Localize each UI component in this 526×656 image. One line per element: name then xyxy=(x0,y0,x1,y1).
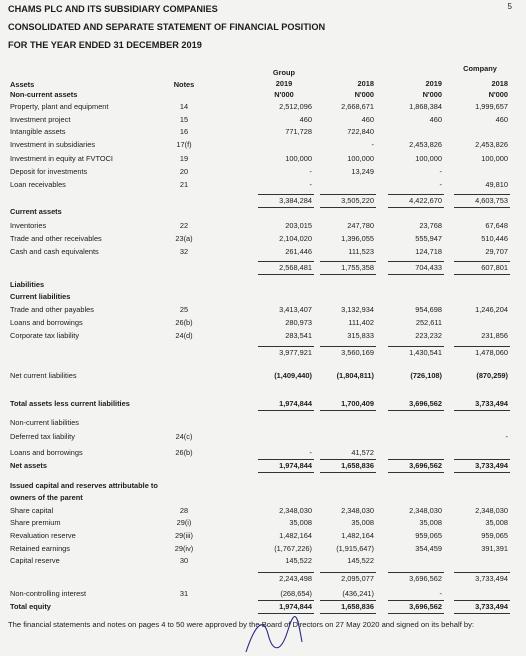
value-cell: 3,696,562 xyxy=(409,399,442,408)
subtotal-rule xyxy=(388,346,444,347)
approval-note: The financial statements and notes on pages 4 to 50 were approved by the Board of Directors on 27 May 2020 and signed on its behalf by: xyxy=(8,620,475,629)
value-cell: 2,568,481 xyxy=(279,263,312,272)
row-label: Non-current liabilities xyxy=(10,418,80,427)
row-note-ref: 25 xyxy=(179,305,189,314)
year-col-2: 2018 xyxy=(357,79,374,88)
value-cell: 203,015 xyxy=(285,221,312,230)
total-rule xyxy=(454,410,510,411)
value-cell: 1,974,844 xyxy=(279,461,312,470)
row-label: Intangible assets xyxy=(10,127,66,136)
row-note-ref: 15 xyxy=(179,115,189,124)
page-number: 5 xyxy=(507,2,512,11)
row-label: Corporate tax liability xyxy=(10,331,80,340)
subtotal-rule xyxy=(320,194,376,195)
value-cell: - xyxy=(439,180,442,189)
value-cell: 2,348,030 xyxy=(409,506,442,515)
value-cell: 223,232 xyxy=(415,331,442,340)
total-rule xyxy=(258,472,314,473)
value-cell: 35,008 xyxy=(289,518,312,527)
statement-title: CONSOLIDATED AND SEPARATE STATEMENT OF FINANCIAL POSITION xyxy=(8,22,326,32)
row-label: Current assets xyxy=(10,207,62,216)
row-note-ref: 23(a) xyxy=(175,234,193,243)
value-cell: 722,840 xyxy=(347,127,374,136)
row-note-ref: 28 xyxy=(179,506,189,515)
row-note-ref: 29(i) xyxy=(176,518,192,527)
value-cell: - xyxy=(505,432,508,441)
row-label: Trade and other payables xyxy=(10,305,94,314)
value-cell: (1,409,440) xyxy=(274,371,312,380)
total-rule xyxy=(320,613,376,614)
value-cell: 2,243,498 xyxy=(279,574,312,583)
total-rule xyxy=(388,274,444,275)
value-cell: 231,856 xyxy=(481,331,508,340)
value-cell: 391,391 xyxy=(481,544,508,553)
total-rule xyxy=(388,410,444,411)
value-cell: - xyxy=(309,448,312,457)
row-note-ref: 20 xyxy=(179,167,189,176)
row-note-ref: 14 xyxy=(179,102,189,111)
signature-mark xyxy=(238,612,308,656)
value-cell: 35,008 xyxy=(419,518,442,527)
row-label: Loans and borrowings xyxy=(10,448,83,457)
row-note-ref: 17(f) xyxy=(176,140,192,149)
row-label: Share premium xyxy=(10,518,61,527)
value-cell: 2,095,077 xyxy=(341,574,374,583)
subtotal-rule xyxy=(454,459,510,460)
value-cell: 280,973 xyxy=(285,318,312,327)
total-rule xyxy=(454,472,510,473)
subtotal-rule xyxy=(258,572,314,573)
value-cell: 2,453,826 xyxy=(409,140,442,149)
unit-col-1: N'000 xyxy=(274,90,294,99)
row-label: Net assets xyxy=(10,461,47,470)
value-cell: 100,000 xyxy=(347,154,374,163)
subtotal-rule xyxy=(258,194,314,195)
row-note-ref: 16 xyxy=(179,127,189,136)
value-cell: 29,707 xyxy=(485,247,508,256)
value-cell: 2,104,020 xyxy=(279,234,312,243)
value-cell: - xyxy=(309,167,312,176)
value-cell: 3,696,562 xyxy=(409,461,442,470)
total-rule xyxy=(454,274,510,275)
value-cell: 111,523 xyxy=(348,247,374,256)
row-label: Non-controlling interest xyxy=(10,589,86,598)
value-cell: 2,512,096 xyxy=(279,102,312,111)
value-cell: 460 xyxy=(495,115,508,124)
value-cell: 2,348,030 xyxy=(341,506,374,515)
subtotal-rule xyxy=(454,194,510,195)
value-cell: 555,947 xyxy=(415,234,442,243)
value-cell: 100,000 xyxy=(481,154,508,163)
value-cell: 2,348,030 xyxy=(279,506,312,515)
row-note-ref: 31 xyxy=(179,589,189,598)
row-label: Total assets less current liabilities xyxy=(10,399,130,408)
row-note-ref: 22 xyxy=(179,221,189,230)
total-rule xyxy=(258,207,314,208)
subtotal-rule xyxy=(454,261,510,262)
value-cell: - xyxy=(439,589,442,598)
row-note-ref: 30 xyxy=(179,556,189,565)
value-cell: 145,522 xyxy=(347,556,374,565)
value-cell: 1,999,657 xyxy=(475,102,508,111)
value-cell: 1,478,060 xyxy=(475,348,508,357)
subtotal-rule xyxy=(388,600,444,601)
value-cell: 959,065 xyxy=(415,531,442,540)
row-label: Loans and borrowings xyxy=(10,318,83,327)
value-cell: 460 xyxy=(299,115,312,124)
value-cell: 460 xyxy=(429,115,442,124)
company-heading: Company xyxy=(463,64,497,73)
row-label: Cash and cash equivalents xyxy=(10,247,99,256)
value-cell: 1,658,836 xyxy=(341,461,374,470)
value-cell: 1,396,055 xyxy=(341,234,374,243)
value-cell: 2,668,671 xyxy=(341,102,374,111)
subtotal-rule xyxy=(454,572,510,573)
row-label: Loan receivables xyxy=(10,180,66,189)
subtotal-rule xyxy=(320,459,376,460)
subtotal-rule xyxy=(454,600,510,601)
row-label: Investment in subsidiaries xyxy=(10,140,96,149)
value-cell: 67,648 xyxy=(485,221,508,230)
value-cell: 35,008 xyxy=(485,518,508,527)
value-cell: 3,696,562 xyxy=(409,574,442,583)
value-cell: (1,767,226) xyxy=(274,544,312,553)
unit-col-3: N'000 xyxy=(422,90,442,99)
year-col-1: 2019 xyxy=(275,79,293,88)
total-rule xyxy=(388,472,444,473)
value-cell: 954,698 xyxy=(415,305,442,314)
value-cell: 460 xyxy=(361,115,374,124)
value-cell: 1,482,164 xyxy=(341,531,374,540)
value-cell: 959,065 xyxy=(481,531,508,540)
value-cell: 354,459 xyxy=(415,544,442,553)
value-cell: 247,780 xyxy=(347,221,374,230)
value-cell: 1,974,844 xyxy=(279,602,312,611)
row-label: Share capital xyxy=(10,506,54,515)
value-cell: 607,801 xyxy=(481,263,508,272)
value-cell: 49,810 xyxy=(485,180,508,189)
row-label: Inventories xyxy=(10,221,47,230)
total-rule xyxy=(454,207,510,208)
value-cell: 3,560,169 xyxy=(341,348,374,357)
value-cell: 510,446 xyxy=(481,234,508,243)
total-rule xyxy=(454,613,510,614)
value-cell: (268,654) xyxy=(280,589,312,598)
row-label: Investment in equity at FVTOCI xyxy=(10,154,113,163)
total-rule xyxy=(320,207,376,208)
subtotal-rule xyxy=(388,261,444,262)
row-label: Non-current assets xyxy=(10,90,78,99)
row-label: Deferred tax liability xyxy=(10,432,75,441)
value-cell: 4,603,753 xyxy=(475,196,508,205)
total-rule xyxy=(320,472,376,473)
row-label: Deposit for investments xyxy=(10,167,88,176)
row-label: Net current liabilities xyxy=(10,371,77,380)
value-cell: (870,259) xyxy=(476,371,508,380)
value-cell: 3,413,407 xyxy=(279,305,312,314)
row-label: Trade and other receivables xyxy=(10,234,102,243)
subtotal-rule xyxy=(388,459,444,460)
row-label: Revaluation reserve xyxy=(10,531,76,540)
value-cell: 111,402 xyxy=(348,318,374,327)
subtotal-rule xyxy=(258,600,314,601)
row-label: Assets xyxy=(10,80,35,89)
value-cell: 3,132,934 xyxy=(341,305,374,314)
value-cell: 2,348,030 xyxy=(475,506,508,515)
value-cell: (1,804,811) xyxy=(336,371,374,380)
total-rule xyxy=(388,207,444,208)
value-cell: 3,505,220 xyxy=(341,196,374,205)
value-cell: 124,718 xyxy=(415,247,442,256)
subtotal-rule xyxy=(320,600,376,601)
value-cell: 1,658,836 xyxy=(341,602,374,611)
row-note-ref: 21 xyxy=(179,180,189,189)
row-label: Capital reserve xyxy=(10,556,60,565)
row-note-ref: 26(b) xyxy=(175,318,193,327)
subtotal-rule xyxy=(388,572,444,573)
subtotal-rule xyxy=(388,194,444,195)
value-cell: 100,000 xyxy=(415,154,442,163)
value-cell: 3,733,494 xyxy=(475,602,508,611)
value-cell: - xyxy=(439,167,442,176)
value-cell: 145,522 xyxy=(285,556,312,565)
total-rule xyxy=(320,274,376,275)
value-cell: 23,768 xyxy=(419,221,442,230)
value-cell: 100,000 xyxy=(285,154,312,163)
value-cell: 35,008 xyxy=(351,518,374,527)
row-label: Total equity xyxy=(10,602,51,611)
value-cell: - xyxy=(371,140,374,149)
value-cell: 1,868,384 xyxy=(409,102,442,111)
subtotal-rule xyxy=(320,261,376,262)
value-cell: 704,433 xyxy=(415,263,442,272)
value-cell: (1,915,647) xyxy=(336,544,374,553)
value-cell: 252,611 xyxy=(415,318,442,327)
value-cell: 4,422,670 xyxy=(409,196,442,205)
unit-col-4: N'000 xyxy=(488,90,508,99)
value-cell: (436,241) xyxy=(342,589,374,598)
row-note-ref: 24(d) xyxy=(175,331,193,340)
value-cell: (726,108) xyxy=(410,371,442,380)
value-cell: 3,733,494 xyxy=(475,574,508,583)
year-col-3: 2019 xyxy=(425,79,442,88)
row-label: owners of the parent xyxy=(10,493,83,502)
value-cell: 1,755,358 xyxy=(341,263,374,272)
row-note-ref: 32 xyxy=(179,247,189,256)
subtotal-rule xyxy=(320,346,376,347)
row-label: Current liabilities xyxy=(10,292,71,301)
value-cell: 1,974,844 xyxy=(279,399,312,408)
subtotal-rule xyxy=(258,261,314,262)
value-cell: 283,541 xyxy=(285,331,312,340)
value-cell: 3,733,494 xyxy=(475,399,508,408)
row-label: Retained earnings xyxy=(10,544,70,553)
row-label: Investment project xyxy=(10,115,71,124)
subtotal-rule xyxy=(320,572,376,573)
row-label: Property, plant and equipment xyxy=(10,102,109,111)
row-note-ref: 19 xyxy=(179,154,189,163)
value-cell: 41,572 xyxy=(351,448,374,457)
value-cell: 3,977,921 xyxy=(279,348,312,357)
value-cell: 3,696,562 xyxy=(409,602,442,611)
notes-heading: Notes xyxy=(173,80,195,89)
group-heading: Group xyxy=(272,68,296,77)
subtotal-rule xyxy=(258,459,314,460)
total-rule xyxy=(258,410,314,411)
value-cell: - xyxy=(309,180,312,189)
row-note-ref: 29(iii) xyxy=(174,531,194,540)
year-col-4: 2018 xyxy=(491,79,508,88)
period-title: FOR THE YEAR ENDED 31 DECEMBER 2019 xyxy=(8,40,202,50)
value-cell: 1,246,204 xyxy=(475,305,508,314)
value-cell: 3,384,284 xyxy=(279,196,312,205)
total-rule xyxy=(258,274,314,275)
row-label: Issued capital and reserves attributable to xyxy=(10,481,158,490)
row-note-ref: 24(c) xyxy=(175,432,193,441)
value-cell: 1,430,541 xyxy=(409,348,442,357)
subtotal-rule xyxy=(258,346,314,347)
value-cell: 2,453,826 xyxy=(475,140,508,149)
value-cell: 1,482,164 xyxy=(279,531,312,540)
value-cell: 315,833 xyxy=(347,331,374,340)
total-rule xyxy=(388,613,444,614)
subtotal-rule xyxy=(454,346,510,347)
row-label: Liabilities xyxy=(10,280,45,289)
total-rule xyxy=(320,410,376,411)
unit-col-2: N'000 xyxy=(354,90,374,99)
value-cell: 261,446 xyxy=(285,247,312,256)
row-note-ref: 26(b) xyxy=(175,448,193,457)
value-cell: 3,733,494 xyxy=(475,461,508,470)
value-cell: 1,700,409 xyxy=(341,399,374,408)
value-cell: 771,728 xyxy=(285,127,312,136)
company-title: CHAMS PLC AND ITS SUBSIDIARY COMPANIES xyxy=(8,4,218,14)
row-note-ref: 29(iv) xyxy=(174,544,194,553)
value-cell: 13,249 xyxy=(351,167,374,176)
